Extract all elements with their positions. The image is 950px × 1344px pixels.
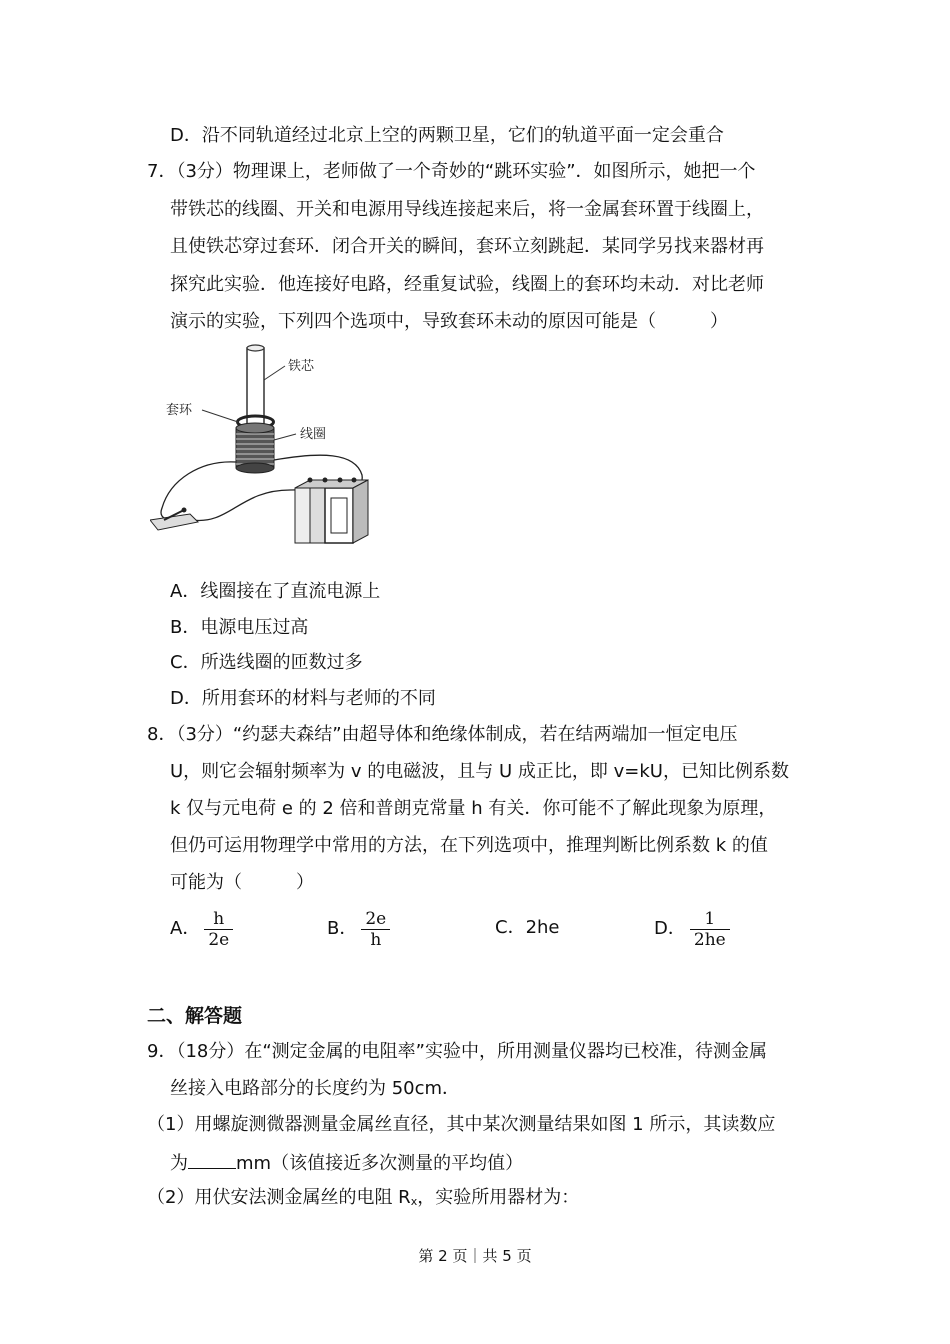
fraction-denominator: 2e — [208, 929, 230, 950]
q9-part1-suffix: mm（该值接近多次测量的平均值） — [236, 1153, 524, 1174]
q8-stem-line-2: U，则它会辐射频率为 v 的电磁波，且与 U 成正比，即 v=kU，已知比例系数 — [170, 761, 789, 782]
q8-option-b — [327, 908, 390, 950]
q9-stem-line-1: 9．（18分）在“测定金属的电阻率”实验中，所用测量仪器均已校准，待测金属 — [147, 1041, 768, 1062]
fraction-numerator: 2e — [361, 909, 390, 930]
q9-part1-prefix: 为 — [170, 1153, 188, 1174]
q8-option-b-label: B． — [327, 918, 358, 939]
label-coil: 线圈 — [300, 427, 327, 442]
q7-stem-line-3: 且使铁芯穿过套环．闭合开关的瞬间，套环立刻跳起．某同学另找来器材再 — [170, 236, 764, 257]
q8-stem-line-5: 可能为（ ） — [170, 872, 314, 893]
q7-stem-line-1: 7．（3分）物理课上，老师做了一个奇妙的“跳环实验”．如图所示，她把一个 — [147, 161, 756, 182]
q8-option-d-fraction — [690, 909, 730, 950]
q8-stem-line-1: 8．（3分）“约瑟夫森结”由超导体和绝缘体制成，若在结两端加一恒定电压 — [147, 724, 738, 745]
q7-option-a: A．线圈接在了直流电源上 — [170, 581, 381, 602]
q8-option-a — [170, 908, 233, 950]
q9-stem-line-2: 丝接入电路部分的长度约为 50cm． — [170, 1078, 461, 1099]
q8-option-d — [654, 908, 730, 950]
q9-part1-line-2 — [170, 1150, 523, 1176]
q8-option-c: C．2he — [495, 917, 560, 938]
fraction-numerator: h — [204, 909, 233, 930]
answer-blank[interactable] — [188, 1150, 236, 1169]
label-ring: 套环 — [166, 403, 193, 418]
subscript-x: x — [410, 1195, 418, 1208]
switch — [150, 514, 198, 530]
battery — [295, 478, 368, 544]
q7-option-d: D．所用套环的材料与老师的不同 — [170, 688, 436, 709]
q8-stem-line-4: 但仍可运用物理学中常用的方法，在下列选项中，推理判断比例系数 k 的值 — [170, 835, 768, 856]
q7-option-c: C．所选线圈的匝数过多 — [170, 652, 363, 673]
q8-stem-line-3: k 仅与元电荷 e 的 2 倍和普朗克常量 h 有关．你可能不了解此现象为原理， — [170, 798, 777, 819]
q8-option-a-label: A． — [170, 918, 201, 939]
q7-stem-line-2: 带铁芯的线圈、开关和电源用导线连接起来后，将一金属套环置于线圈上， — [170, 199, 764, 220]
q9-part2-suffix: ，实验所用器材为： — [417, 1187, 580, 1208]
q7-stem-line-4: 探究此实验．他连接好电路，经重复试验，线圈上的套环均未动．对比老师 — [170, 274, 764, 295]
q9-part1-line-1: （1）用螺旋测微器测量金属丝直径，其中某次测量结果如图 1 所示，其读数应 — [147, 1114, 776, 1135]
q9-part2-line — [147, 1186, 579, 1214]
fraction-denominator: 2he — [693, 929, 726, 950]
q6-option-d: D．沿不同轨道经过北京上空的两颗卫星，它们的轨道平面一定会重合 — [170, 125, 724, 146]
q9-part2-prefix: （2）用伏安法测金属丝的电阻 R — [147, 1187, 411, 1208]
q7-stem-line-5: 演示的实验，下列四个选项中，导致套环未动的原因可能是（ ） — [170, 311, 728, 332]
label-iron-core: 铁芯 — [288, 359, 315, 374]
section-title: 二、解答题 — [147, 1005, 243, 1027]
q8-option-d-label: D． — [654, 918, 686, 939]
q7-option-b: B．电源电压过高 — [170, 617, 309, 638]
jumping-ring-figure — [150, 340, 390, 555]
q8-option-b-fraction — [361, 909, 390, 950]
page-footer: 第 2 页｜共 5 页 — [418, 1247, 532, 1265]
q8-option-a-fraction — [204, 909, 233, 950]
fraction-numerator: 1 — [690, 909, 730, 930]
fraction-denominator: h — [370, 929, 382, 950]
